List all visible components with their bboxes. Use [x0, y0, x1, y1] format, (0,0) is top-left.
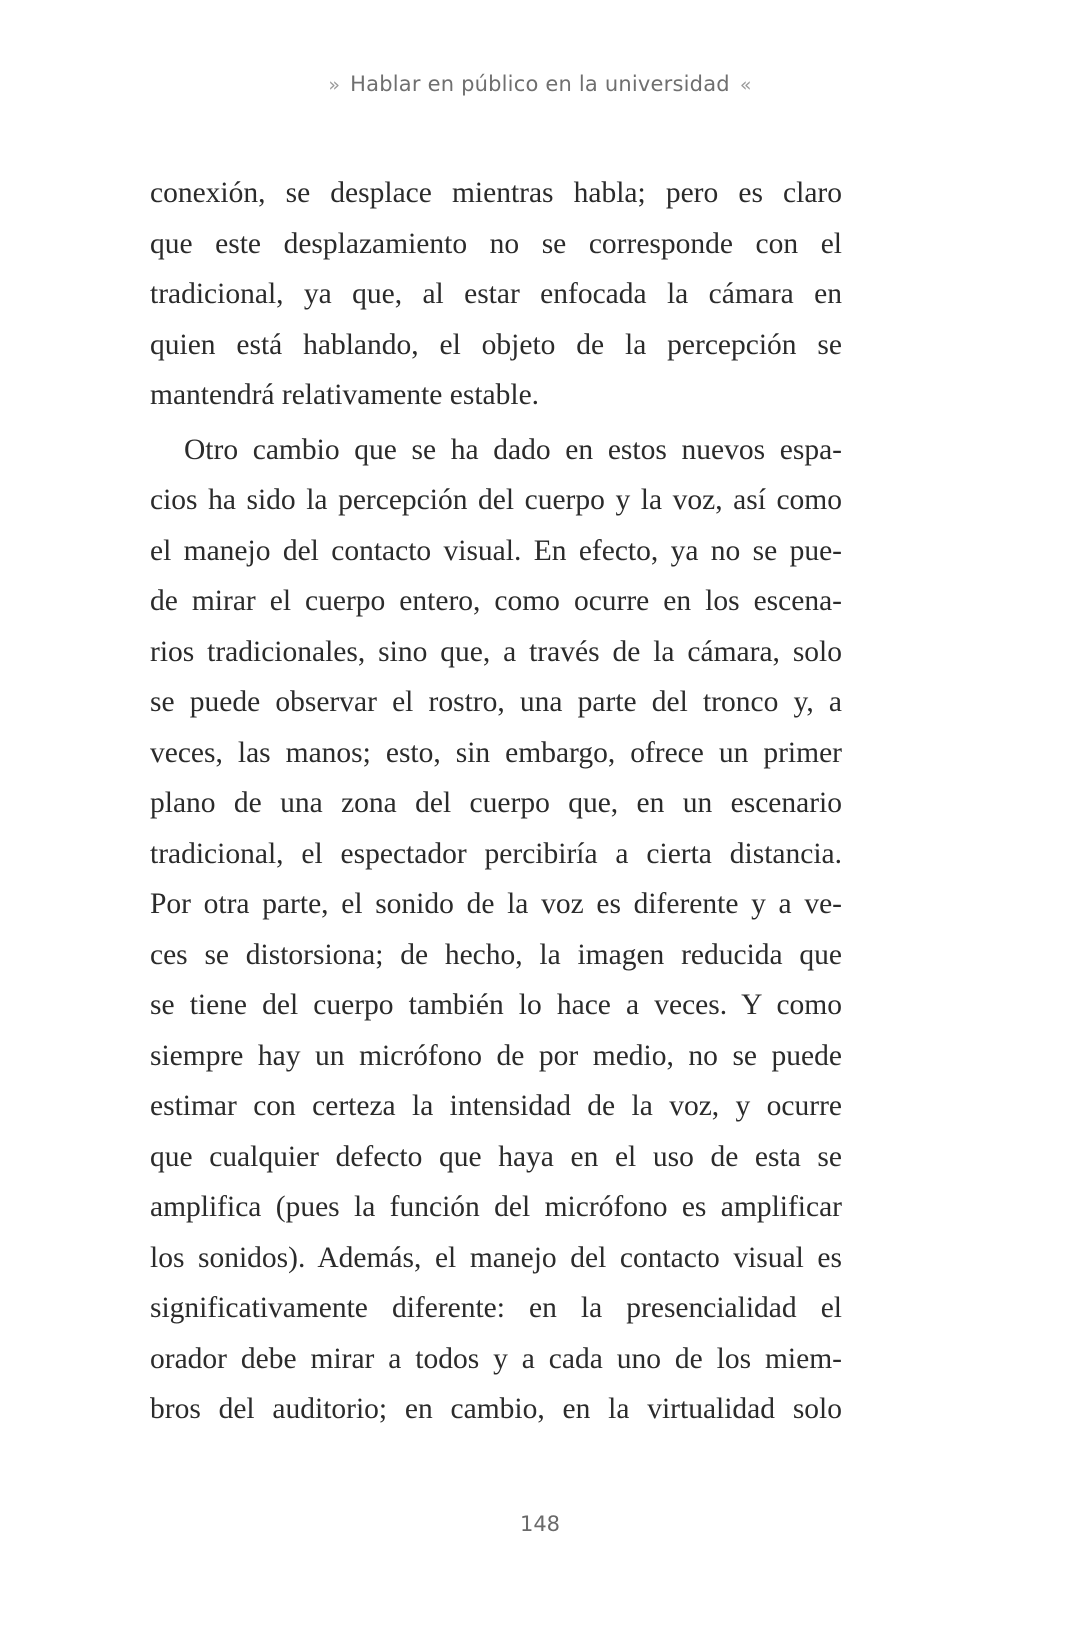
text-line: cios ha sido la percepción del cuerpo y la voz, así como	[150, 484, 842, 516]
header-open-mark: »	[328, 74, 341, 96]
text-line: significativamente diferente: en la presencialidad el	[150, 1292, 842, 1324]
text-line: siempre hay un micrófono de por medio, no se puede	[150, 1039, 842, 1072]
text-line: tradicional, ya que, al estar enfocada la cámara en	[150, 278, 842, 310]
text-line: amplifica (pues la función del micrófono es amplificar	[150, 1191, 842, 1223]
text-line: veces, las manos; esto, sin embargo, ofrece un primer	[150, 736, 842, 769]
header-close-mark: «	[739, 74, 752, 96]
text-line: mantendrá relativamente estable.	[150, 379, 540, 411]
text-line: que cualquier defecto que haya en el uso de esta se	[150, 1140, 842, 1173]
text-line: se tiene del cuerpo también lo hace a veces. Y como	[150, 989, 842, 1021]
text-line: el manejo del contacto visual. En efecto, ya no se pue-	[150, 534, 842, 567]
text-line: que este desplazamiento no se corresponde con el	[150, 227, 842, 260]
header-title: Hablar en público en la universidad	[350, 72, 730, 96]
text-line: orador debe mirar a todos y a cada uno de los miem-	[150, 1342, 842, 1375]
text-line: de mirar el cuerpo entero, como ocurre en los escena-	[150, 585, 842, 617]
text-line: tradicional, el espectador percibiría a cierta distancia.	[150, 837, 842, 870]
running-header	[0, 72, 1080, 96]
page-number: 148	[519, 1512, 561, 1536]
text-line: plano de una zona del cuerpo que, en un escenario	[150, 787, 842, 819]
text-line: los sonidos). Además, el manejo del contacto visual es	[150, 1241, 842, 1274]
body-text	[150, 168, 842, 1435]
text-line: conexión, se desplace mientras habla; pero es claro	[150, 177, 842, 209]
text-line: ces se distorsiona; de hecho, la imagen reducida que	[150, 938, 842, 971]
text-line: rios tradicionales, sino que, a través de la cámara, solo	[150, 635, 842, 668]
text-line: Otro cambio que se ha dado en estos nuevos espa-	[184, 433, 842, 466]
text-line: estimar con certeza la intensidad de la voz, y ocurre	[150, 1090, 842, 1122]
text-line: quien está hablando, el objeto de la percepción se	[150, 328, 842, 361]
text-line: bros del auditorio; en cambio, en la virtualidad solo	[150, 1393, 842, 1425]
text-line: Por otra parte, el sonido de la voz es diferente y a ve-	[150, 888, 842, 920]
text-line: se puede observar el rostro, una parte del tronco y, a	[150, 686, 842, 718]
